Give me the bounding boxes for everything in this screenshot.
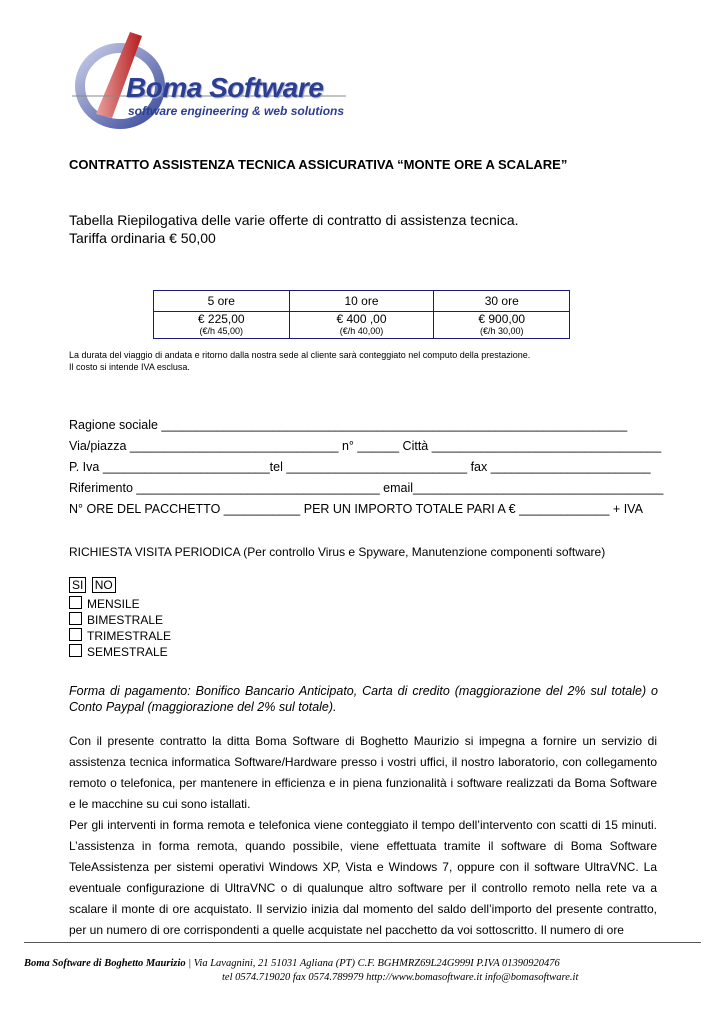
contract-body (69, 731, 657, 941)
price-table (153, 290, 570, 339)
address-field[interactable]: Via/piazza ______________________________ n° ______ Città _________________________________ (69, 439, 662, 453)
frequency-bimonthly[interactable] (69, 612, 163, 627)
price-cell (434, 312, 570, 339)
contract-paragraph-1: Con il presente contratto la ditta Boma Software di Boghetto Maurizio si impegna a fornire un servizio di assistenza tecnica informatica Software/Hardware presso i vostri uffici, il nostro laboratorio, con collegamento remoto o telefonica, per mantenere in efficienza e in piena funzionalità i software realizzati da Boma Software e le macchine su cui sono istallati. (69, 734, 657, 811)
footer-divider (24, 942, 701, 943)
company-logo (68, 22, 368, 132)
package-price: € 900,00 (478, 312, 526, 326)
checkbox-icon[interactable] (69, 612, 82, 625)
hourly-rate: (€/h 45,00) (199, 326, 244, 336)
intro-text (69, 211, 519, 247)
intro-line-2: Tariffa ordinaria € 50,00 (69, 230, 216, 246)
package-price: € 225,00 (197, 312, 245, 326)
contract-paragraph-2: Per gli interventi in forma remota e telefonica viene conteggiato il tempo dell’intervento con scatti di 15 minuti. L’assistenza in forma remota, quando possibile, viene effettuata tramite il software di Boma Software TeleAssistenza per sistemi operativi Windows XP, Vista e Windows 7, oppure con il software UltraVNC. La eventuale configurazione di UltraVNC o di qualunque altro software per il controllo remoto nella rete va a scalare il monte di ore acquistato. Il servizio inizia dal momento del saldo dell’importo del presente contratto, per un numero di ore corrispondenti a quelle acquistate nel pacchetto da voi sottoscritto. Il numero di ore (69, 818, 657, 937)
package-30-hours: 30 ore (434, 291, 570, 312)
vat-phone-fax-field[interactable]: P. Iva ________________________tel __________________________ fax _______________________ (69, 460, 651, 474)
hourly-rate: (€/h 30,00) (479, 326, 524, 336)
frequency-semiannual[interactable] (69, 644, 168, 659)
frequency-label: BIMESTRALE (87, 613, 164, 627)
footer-company-line (24, 958, 560, 969)
travel-note-line-1: La durata del viaggio di andata e ritorno dalla nostra sede al cliente sarà conteggiato nel computo della prestazione. (69, 350, 531, 360)
intro-line-1: Tabella Riepilogativa delle varie offerte di contratto di assistenza tecnica. (69, 212, 519, 228)
package-10-hours: 10 ore (289, 291, 434, 312)
price-table-value-row (154, 312, 570, 339)
price-table-header-row (154, 291, 570, 312)
price-cell (154, 312, 290, 339)
no-option[interactable]: NO (92, 577, 116, 593)
package-hours-field[interactable]: N° ORE DEL PACCHETTO ___________ PER UN IMPORTO TOTALE PARI A € _____________ + IVA (69, 502, 643, 516)
price-cell (289, 312, 434, 339)
footer-address: | Via Lavagnini, 21 51031 Agliana (PT) C.F. BGHMRZ69L24G999I P.IVA 01390920476 (185, 958, 560, 969)
package-price: € 400 ,00 (336, 312, 387, 326)
logo-subtitle: software engineering & web solutions (128, 104, 345, 118)
reference-email-field[interactable]: Riferimento ___________________________________ email____________________________________ (69, 481, 664, 495)
yes-no-choice (69, 578, 118, 592)
document-heading: CONTRATTO ASSISTENZA TECNICA ASSICURATIVA “MONTE ORE A SCALARE” (69, 157, 568, 172)
frequency-label: TRIMESTRALE (87, 629, 172, 643)
frequency-quarterly[interactable] (69, 628, 171, 643)
package-5-hours: 5 ore (154, 291, 290, 312)
frequency-monthly[interactable] (69, 596, 140, 611)
periodic-visit-request: RICHIESTA VISITA PERIODICA (Per controllo Virus e Spyware, Manutenzione componenti software) (69, 545, 606, 559)
checkbox-icon[interactable] (69, 644, 82, 657)
hourly-rate: (€/h 40,00) (339, 326, 384, 336)
travel-note-line-2: Il costo si intende IVA esclusa. (69, 362, 190, 372)
company-name-field[interactable]: Ragione sociale ___________________________________________________________________ (69, 418, 628, 432)
frequency-label: SEMESTRALE (87, 645, 168, 659)
footer-contacts: tel 0574.719020 fax 0574.789979 http://www.bomasoftware.it info@bomasoftware.it (222, 972, 579, 983)
frequency-label: MENSILE (87, 597, 140, 611)
footer-company-name: Boma Software di Boghetto Maurizio (24, 958, 186, 969)
checkbox-icon[interactable] (69, 628, 82, 641)
yes-option[interactable]: SI (69, 577, 86, 593)
logo-title: Boma Software (126, 72, 324, 103)
payment-methods: Forma di pagamento: Bonifico Bancario Anticipato, Carta di credito (maggiorazione del 2% sul totale) o Conto Paypal (maggiorazione del 2% sul totale). (69, 684, 658, 714)
checkbox-icon[interactable] (69, 596, 82, 609)
travel-note (69, 349, 530, 373)
